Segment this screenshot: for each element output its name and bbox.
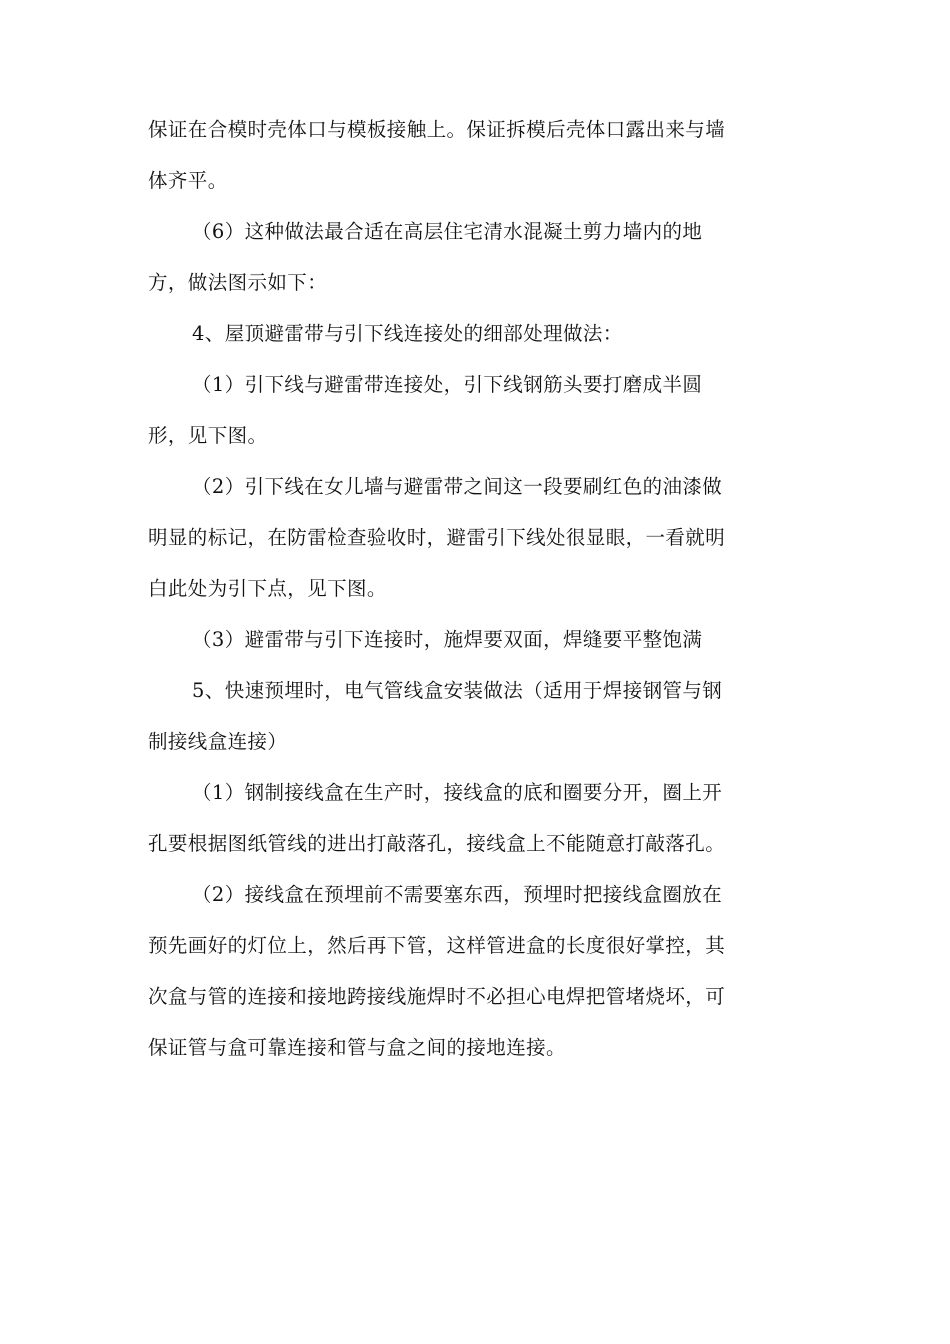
text-line-13: 制接线盒连接） <box>148 730 288 753</box>
text-line-17: 预先画好的灯位上，然后再下管，这样管进盒的长度很好掌控，其 <box>148 934 726 957</box>
text-line-9: 明显的标记，在防雷检查验收时，避雷引下线处很显眼，一看就明 <box>148 526 726 549</box>
text-line-15: 孔要根据图纸管线的进出打敲落孔，接线盒上不能随意打敲落孔。 <box>148 832 726 855</box>
text-line-6: （1）引下线与避雷带连接处，引下线钢筋头要打磨成半圆 <box>192 373 703 396</box>
document-body <box>148 117 808 1060</box>
text-line-1: 保证在合模时壳体口与模板接触上。保证拆模后壳体口露出来与墙 <box>148 118 726 141</box>
text-line-11: （3）避雷带与引下连接时，施焊要双面，焊缝要平整饱满 <box>192 628 703 651</box>
text-line-7: 形，见下图。 <box>148 424 268 447</box>
text-line-8: （2）引下线在女儿墙与避雷带之间这一段要刷红色的油漆做 <box>192 475 723 498</box>
text-line-2: 体齐平。 <box>148 169 228 192</box>
section-heading-5: 5、快速预埋时，电气管线盒安装做法（适用于焊接钢管与钢 <box>192 679 723 702</box>
text-line-16: （2）接线盒在预埋前不需要塞东西，预埋时把接线盒圈放在 <box>192 883 723 906</box>
text-line-4: 方，做法图示如下： <box>148 271 328 294</box>
text-line-19: 保证管与盒可靠连接和管与盒之间的接地连接。 <box>148 1036 566 1059</box>
text-line-3: （6）这种做法最合适在高层住宅清水混凝土剪力墙内的地 <box>192 220 703 243</box>
section-heading-4: 4、屋顶避雷带与引下线连接处的细部处理做法： <box>192 322 623 345</box>
text-line-14: （1）钢制接线盒在生产时，接线盒的底和圈要分开，圈上开 <box>192 781 723 804</box>
text-line-10: 白此处为引下点，见下图。 <box>148 577 387 600</box>
text-line-18: 次盒与管的连接和接地跨接线施焊时不必担心电焊把管堵烧坏，可 <box>148 985 726 1008</box>
